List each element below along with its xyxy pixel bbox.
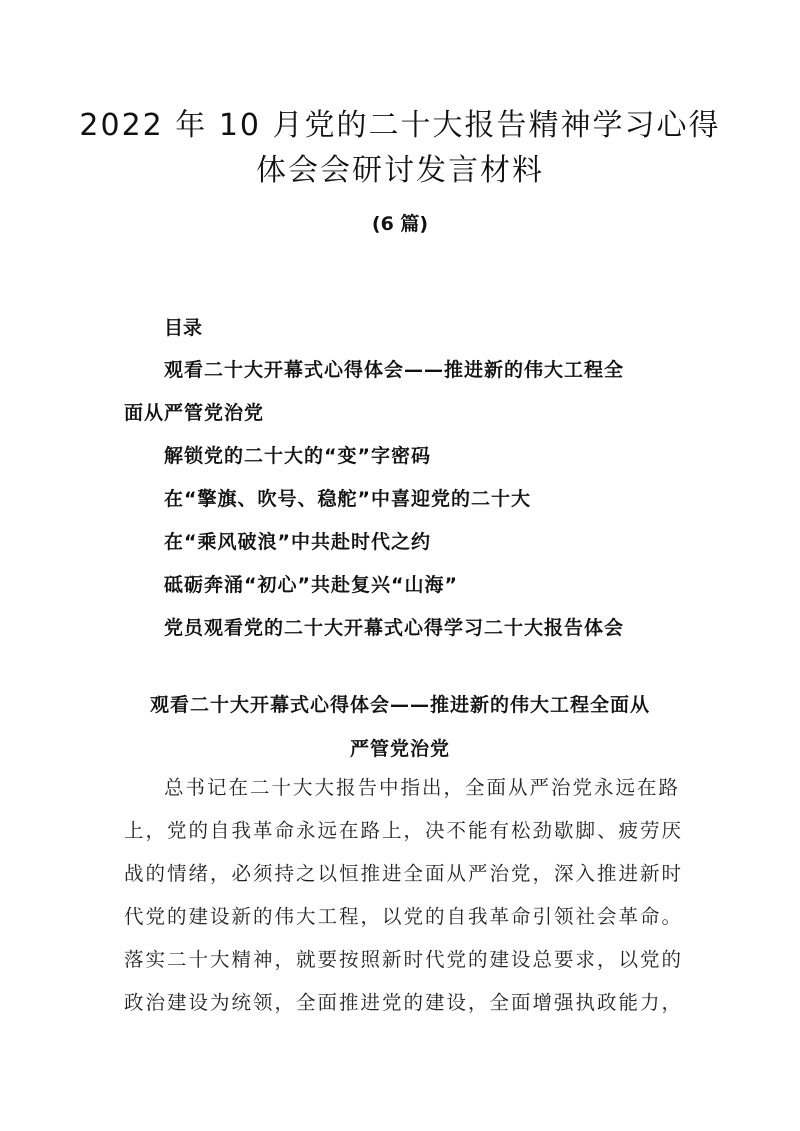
- toc-item-2: 解锁党的二十大的“变”字密码: [164, 445, 431, 467]
- toc-item-1-continued: 面从严管党治党: [124, 402, 265, 424]
- paragraph-line: 政治建设为统领，全面推进党的建设，全面增强执政能力，: [124, 991, 684, 1014]
- toc-item-6: 党员观看党的二十大开幕式心得学习二十大报告体会: [164, 617, 625, 639]
- toc-item-1: 观看二十大开幕式心得体会——推进新的伟大工程全: [164, 359, 625, 381]
- toc-item-4: 在“乘风破浪”中共赴时代之约: [164, 531, 431, 553]
- section-title-line-2: 严管党治党: [349, 738, 450, 760]
- section-title-line-1: 观看二十大开幕式心得体会——推进新的伟大工程全面从: [149, 694, 650, 716]
- paragraph-line: 落实二十大精神，就要按照新时代党的建设总要求，以党的: [124, 948, 684, 971]
- paragraph-line: 代党的建设新的伟大工程，以党的自我革命引领社会革命。: [124, 905, 684, 928]
- toc-heading: 目录: [164, 317, 203, 339]
- paragraph-line: 上，党的自我革命永远在路上，决不能有松劲歇脚、疲劳厌: [124, 819, 684, 842]
- document-title-line-1: 2022 年 10 月党的二十大报告精神学习心得: [79, 108, 721, 143]
- toc-item-3: 在“擎旗、吹号、稳舵”中喜迎党的二十大: [164, 488, 531, 510]
- article-count: (6 篇): [371, 213, 429, 235]
- toc-item-5: 砥砺奔涌“初心”共赴复兴“山海”: [164, 574, 458, 596]
- document-title-line-2: 体会会研讨发言材料: [256, 153, 544, 188]
- paragraph-line: 总书记在二十大大报告中指出，全面从严治党永远在路: [164, 776, 681, 799]
- paragraph-line: 战的情绪，必须持之以恒推进全面从严治党，深入推进新时: [124, 862, 684, 885]
